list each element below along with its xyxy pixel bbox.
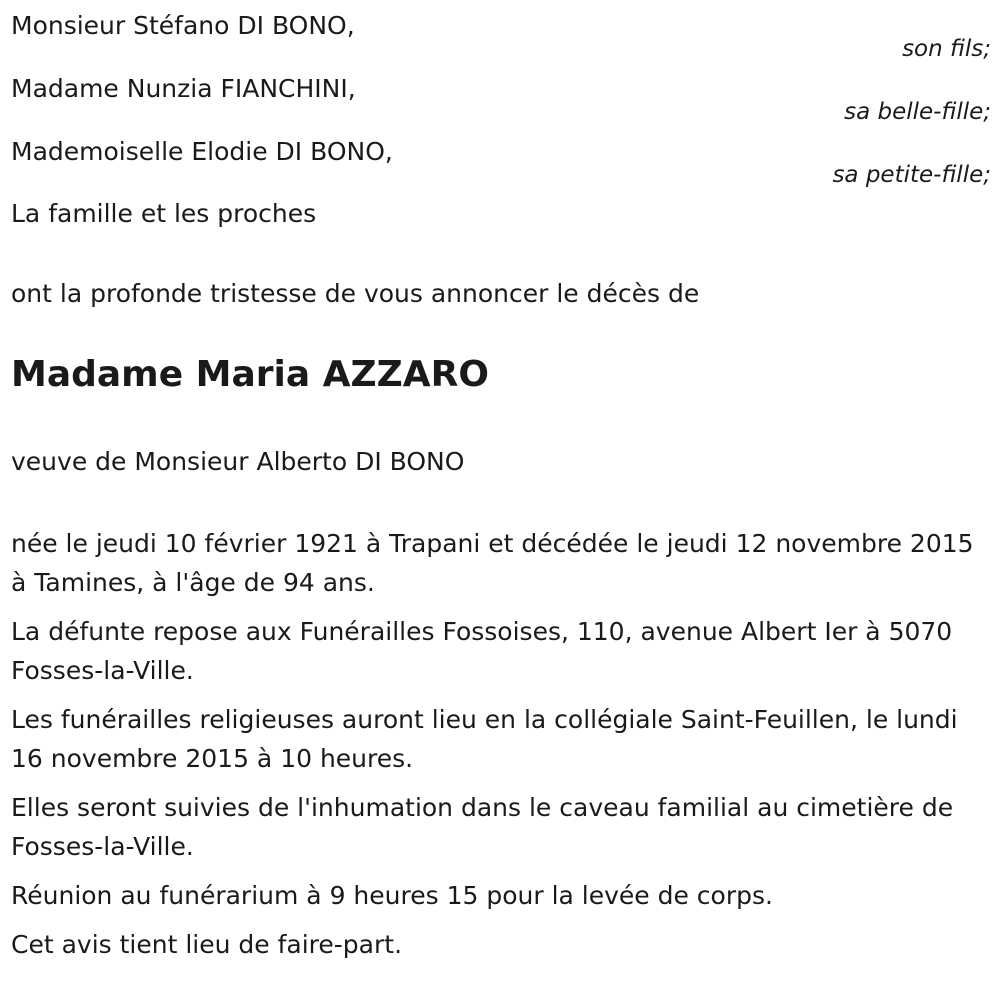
notice-paragraph: Cet avis tient lieu de faire-part. [11,930,403,959]
resting-place-paragraph: La défunte repose aux Funérailles Fossoises, 110, avenue Albert Ier à 5070 Fosses-la-Ville. [11,617,953,685]
burial-paragraph: Elles seront suivies de l'inhumation dans le caveau familial au cimetière de Fosses-la-Ville. [11,793,954,861]
family-member-relation: sa belle-fille; [844,99,991,125]
family-member-name: Madame Nunzia FIANCHINI, [11,74,356,103]
family-member-name: Mademoiselle Elodie DI BONO, [11,137,393,166]
family-and-relatives: La famille et les proches [11,199,317,228]
funeral-details [11,524,991,974]
family-member-name: Monsieur Stéfano DI BONO, [11,11,355,40]
family-member-relation: sa petite-fille; [832,162,991,188]
funeral-service-paragraph: Les funérailles religieuses auront lieu en la collégiale Saint-Feuillen, le lundi 16 novembre 2015 à 10 heures. [11,705,958,773]
family-member-daughter-in-law [11,63,991,126]
obituary-notice [11,0,991,959]
family-member-relation: son fils; [902,36,991,62]
birth-death-paragraph: née le jeudi 10 février 1921 à Trapani et décédée le jeudi 12 novembre 2015 à Tamines, à l'âge de 94 ans. [11,529,974,597]
widow-of-line: veuve de Monsieur Alberto DI BONO [11,447,465,476]
announcement-intro: ont la profonde tristesse de vous annoncer le décès de [11,279,700,308]
deceased-name: Madame Maria AZZARO [11,354,489,395]
family-member-granddaughter [11,126,991,189]
family-member-son [11,0,991,63]
gathering-paragraph: Réunion au funérarium à 9 heures 15 pour la levée de corps. [11,881,773,910]
